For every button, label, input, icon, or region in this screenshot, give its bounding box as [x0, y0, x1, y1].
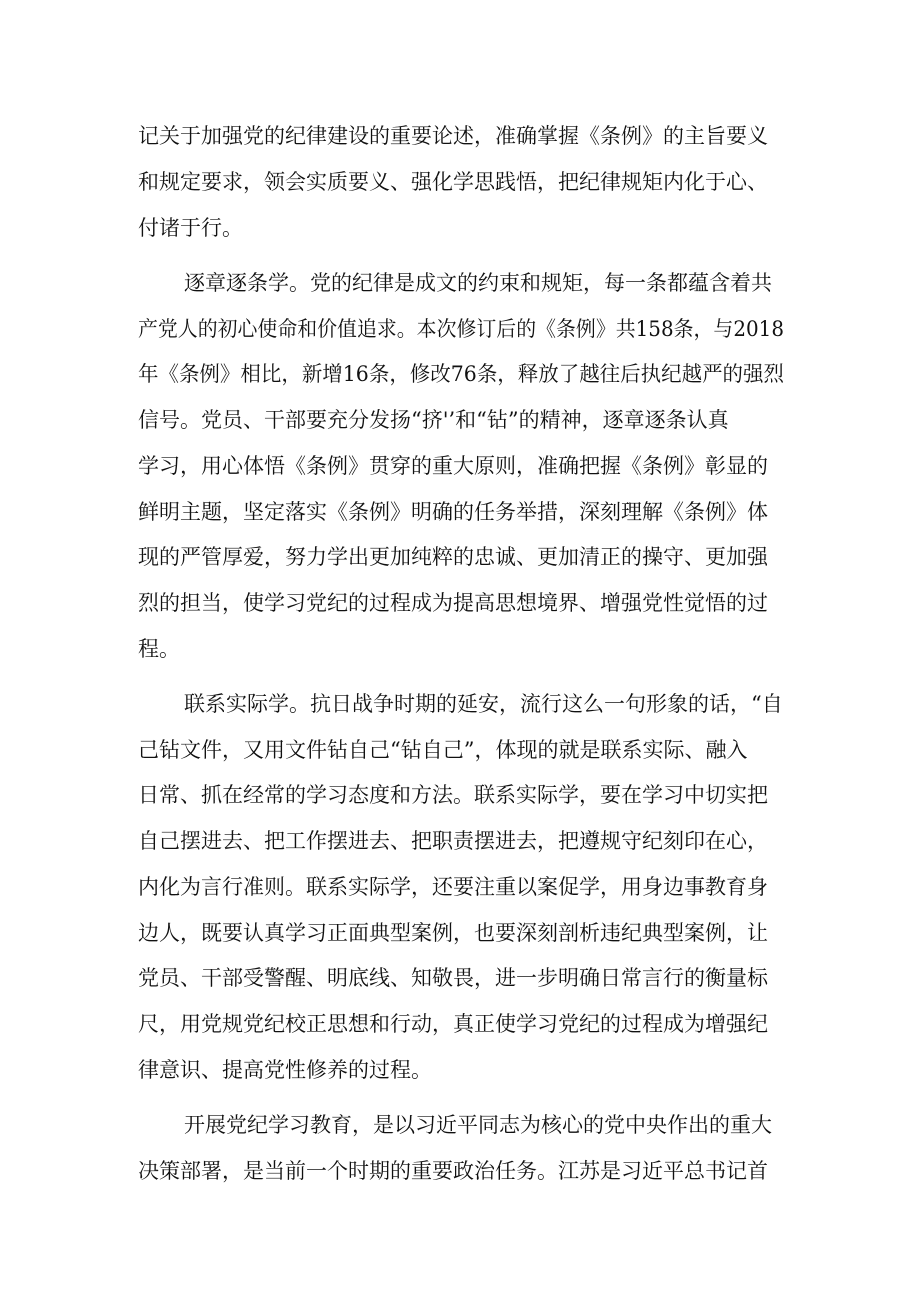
text-line [0, 354, 920, 394]
line-text: 联系实际学。抗日战争时期的延安，流行这么一句形象的话，“自 [184, 692, 783, 716]
line-text: 日常、抓在经常的学习态度和方法。联系实际学，要在学习中切实把 [138, 783, 768, 807]
line-text: 内化为言行准则。联系实际学，还要注重以案促学，用身边事教育身 [138, 875, 768, 899]
line-text: 尺，用党规党纪校正思想和行动，真正使学习党纪的过程成为增强纪 [138, 1012, 768, 1036]
line-text: 付诸于行。 [138, 216, 243, 240]
line-text: 程。 [138, 637, 180, 661]
text-line [0, 1105, 920, 1145]
text-line [0, 537, 920, 577]
text-line [0, 730, 920, 770]
text-line [0, 1050, 920, 1090]
line-text: 鲜明主题，坚定落实《条例》明确的任务举措，深刻理解《条例》体 [138, 500, 768, 524]
line-text: 边人，既要认真学习正面典型案例，也要深刻剖析违纪典型案例，让 [138, 921, 768, 945]
line-text: 信号。党员、干部要充分发扬“挤'’和“钻”的精神，逐章逐条认真 [138, 408, 729, 432]
line-text: 烈的担当，使学习党纪的过程成为提高思想境界、增强党性觉悟的过 [138, 591, 768, 615]
line-text: 党员、干部受警醒、明底线、知敬畏，进一步明确日常言行的衡量标 [138, 966, 768, 990]
text-line [0, 492, 920, 532]
line-text: 自己摆进去、把工作摆进去、把职责摆进去，把遵规守纪刻印在心， [138, 829, 768, 853]
line-text: 己钻文件，又用文件钻自己“钻自己”，体现的就是联系实际、融入 [138, 738, 748, 762]
line-text: 记关于加强党的纪律建设的重要论述，准确掌握《条例》的主旨要义 [138, 124, 768, 148]
text-line [0, 775, 920, 815]
text-line [0, 446, 920, 486]
line-text: 现的严管厚爱，努力学出更加纯粹的忠诚、更加清正的操守、更加强 [138, 545, 768, 569]
line-text: 决策部署，是当前一个时期的重要政治任务。江苏是习近平总书记首 [138, 1159, 768, 1183]
text-line [0, 263, 920, 303]
text-line [0, 162, 920, 202]
line-text: 学习，用心体悟《条例》贯穿的重大原则，准确把握《条例》彰显的 [138, 454, 768, 478]
text-line [0, 958, 920, 998]
text-line [0, 867, 920, 907]
text-line [0, 1004, 920, 1044]
text-line [0, 913, 920, 953]
line-text: 逐章逐条学。党的纪律是成文的约束和规矩，每一条都蕴含着共 [184, 271, 772, 295]
line-text: 开展党纪学习教育，是以习近平同志为核心的党中央作出的重大 [184, 1113, 772, 1137]
text-line [0, 821, 920, 861]
text-line [0, 684, 920, 724]
line-text: 年《条例》相比，新增16条，修改76条，释放了越往后执纪越严的强烈 [138, 362, 784, 386]
text-line [0, 116, 920, 156]
line-text: 产党人的初心使命和价值追求。本次修订后的《条例》共158条，与2018 [138, 317, 784, 341]
text-line [0, 400, 920, 440]
text-line [0, 629, 920, 669]
line-text: 和规定要求，领会实质要义、强化学思践悟，把纪律规矩内化于心、 [138, 170, 768, 194]
text-line [0, 309, 920, 349]
text-line [0, 1151, 920, 1191]
line-text: 律意识、提高党性修养的过程。 [138, 1058, 432, 1082]
text-line [0, 583, 920, 623]
text-line [0, 208, 920, 248]
